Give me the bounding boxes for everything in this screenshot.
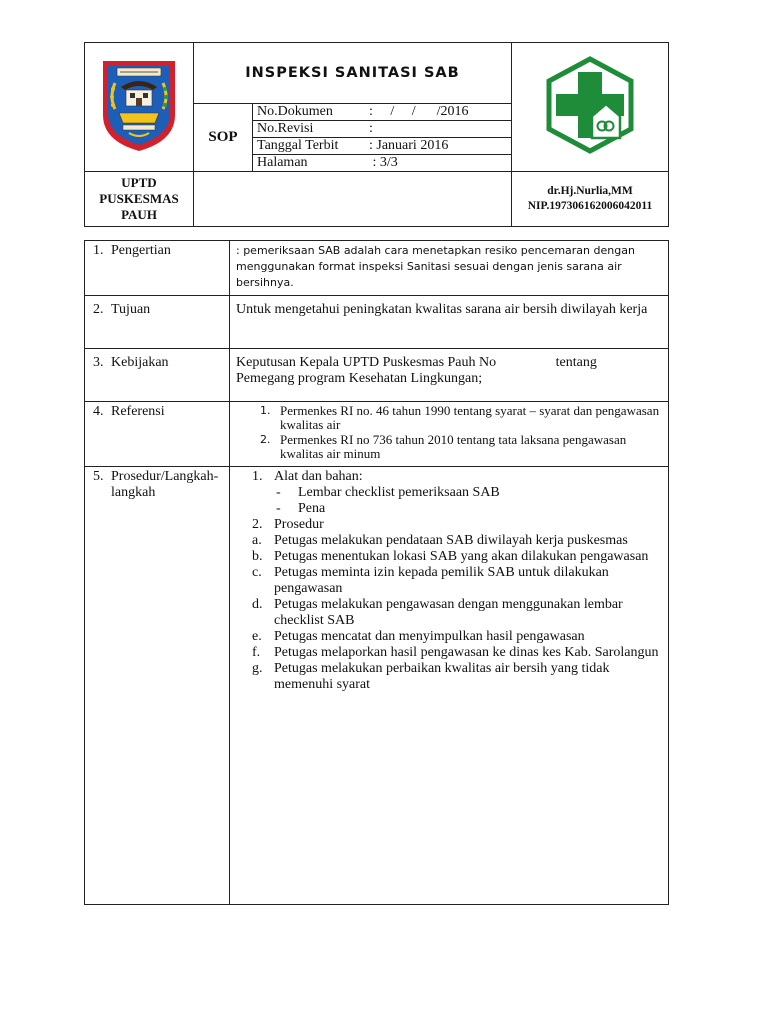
section-title: Pengertian [111, 243, 171, 258]
section-number: 1. [93, 243, 104, 258]
reference-text: Permenkes RI no. 46 tahun 1990 tentang syarat – syarat dan pengawasan kwalitas air [280, 403, 660, 432]
section-title: Prosedur/Langkah-langkah [111, 469, 219, 500]
unit-name-cell [85, 172, 194, 227]
meta-value: : / / /2016 [365, 104, 511, 121]
step-text: Prosedur [274, 517, 324, 532]
procedure-substep [230, 533, 666, 549]
section-tujuan [85, 296, 669, 349]
step-text: Alat dan bahan: [274, 469, 363, 484]
step-marker: 1. [252, 469, 263, 484]
reference-item [236, 404, 662, 431]
section-number: 4. [93, 404, 104, 419]
procedure-substep [230, 629, 666, 645]
meta-row-tanggal-terbit [253, 138, 511, 155]
unit-line: PAUH [121, 207, 157, 222]
sop-header-table [84, 42, 669, 227]
section-label [85, 467, 230, 905]
meta-key: No.Dokumen [253, 104, 365, 121]
section-content [230, 296, 669, 349]
meta-value: : [365, 121, 511, 138]
signatory-cell [512, 172, 669, 227]
reference-list [236, 404, 662, 460]
section-kebijakan [85, 349, 669, 402]
meta-row-no-revisi [253, 121, 511, 138]
procedure-step [230, 469, 666, 485]
step-marker: d. [252, 597, 263, 612]
section-content [230, 467, 669, 905]
section-label [85, 241, 230, 296]
material-item [230, 501, 666, 517]
step-marker: 2. [252, 517, 263, 532]
step-text: Petugas melakukan pendataan SAB diwilayah kerja puskesmas [274, 533, 628, 548]
section-number: 3. [93, 355, 104, 370]
section-label [85, 296, 230, 349]
document-meta-cell [253, 104, 512, 172]
step-marker: f. [252, 645, 261, 660]
procedure-substep [230, 645, 666, 661]
section-referensi [85, 402, 669, 467]
tujuan-text: Untuk mengetahui peningkatan kwalitas sarana air bersih diwilayah kerja [236, 302, 648, 317]
meta-value: : 3/3 [369, 155, 398, 170]
regency-logo-cell [85, 43, 194, 172]
kebijakan-text-line2: Pemegang program Kesehatan Lingkungan; [236, 371, 483, 386]
meta-key: Tanggal Terbit [253, 138, 365, 155]
procedure-substep [230, 661, 666, 693]
reference-text: Permenkes RI no 736 tahun 2010 tentang tata laksana pengawasan kwalitas air minum [280, 432, 627, 461]
step-text: Petugas meminta izin kepada pemilik SAB untuk dilakukan pengawasan [274, 565, 609, 596]
unit-line: PUSKESMAS [99, 191, 179, 206]
procedure-substep [230, 565, 666, 597]
document-meta-table [253, 104, 511, 171]
procedure-step [230, 517, 666, 533]
pengertian-text: : pemeriksaan SAB adalah cara menetapkan resiko pencemaran dengan menggunakan format inspeksi Sanitasi sesuai dengan jenis sarana air bersihnya. [236, 244, 635, 289]
step-text: Petugas melakukan pengawasan dengan menggunakan lembar checklist SAB [274, 597, 623, 628]
meta-value: : Januari 2016 [365, 138, 511, 155]
meta-key: Halaman [257, 155, 308, 170]
step-marker: g. [252, 661, 263, 676]
section-number: 5. [93, 469, 104, 484]
procedure-substep [230, 597, 666, 629]
document-title: INSPEKSI SANITASI SAB [245, 65, 460, 81]
regency-crest-icon [99, 57, 179, 153]
material-item [230, 485, 666, 501]
section-content [230, 349, 669, 402]
signer-nip: NIP.197306162006042011 [527, 200, 653, 212]
meta-row-no-dokumen [253, 104, 511, 121]
puskesmas-cross-icon [544, 56, 636, 154]
title-cell [194, 43, 512, 104]
section-label [85, 349, 230, 402]
reference-number: 2. [260, 433, 271, 446]
puskesmas-logo-cell [512, 43, 669, 172]
step-marker: c. [252, 565, 262, 580]
step-text: Petugas mencatat dan menyimpulkan hasil pengawasan [274, 629, 585, 644]
section-pengertian [85, 241, 669, 296]
section-title: Tujuan [111, 302, 151, 317]
reference-number: 1. [260, 404, 271, 417]
unit-line: UPTD [121, 175, 157, 190]
sop-label: SOP [208, 129, 238, 145]
item-marker: - [276, 501, 281, 516]
kebijakan-text-line1: Keputusan Kepala UPTD Puskesmas Pauh No tentang [236, 355, 597, 370]
procedure-substep [230, 549, 666, 565]
item-text: Lembar checklist pemeriksaan SAB [298, 485, 500, 500]
blank-cell [194, 172, 512, 227]
reference-item [236, 433, 662, 460]
sop-label-cell [194, 104, 253, 172]
step-marker: e. [252, 629, 262, 644]
section-content [230, 402, 669, 467]
section-title: Kebijakan [111, 355, 169, 370]
step-text: Petugas melakukan perbaikan kwalitas air bersih yang tidak memenuhi syarat [274, 661, 610, 692]
meta-row-halaman [253, 155, 511, 172]
sop-content-table [84, 240, 669, 905]
section-label [85, 402, 230, 467]
signer-name: dr.Hj.Nurlia,MM [547, 185, 633, 197]
step-marker: a. [252, 533, 262, 548]
step-text: Petugas melaporkan hasil pengawasan ke dinas kes Kab. Sarolangun [274, 645, 659, 660]
item-text: Pena [298, 501, 326, 516]
meta-key: No.Revisi [253, 121, 365, 138]
item-marker: - [276, 485, 281, 500]
section-number: 2. [93, 302, 104, 317]
section-content [230, 241, 669, 296]
step-text: Petugas menentukan lokasi SAB yang akan dilakukan pengawasan [274, 549, 649, 564]
section-title: Referensi [111, 404, 165, 419]
section-prosedur [85, 467, 669, 905]
step-marker: b. [252, 549, 263, 564]
